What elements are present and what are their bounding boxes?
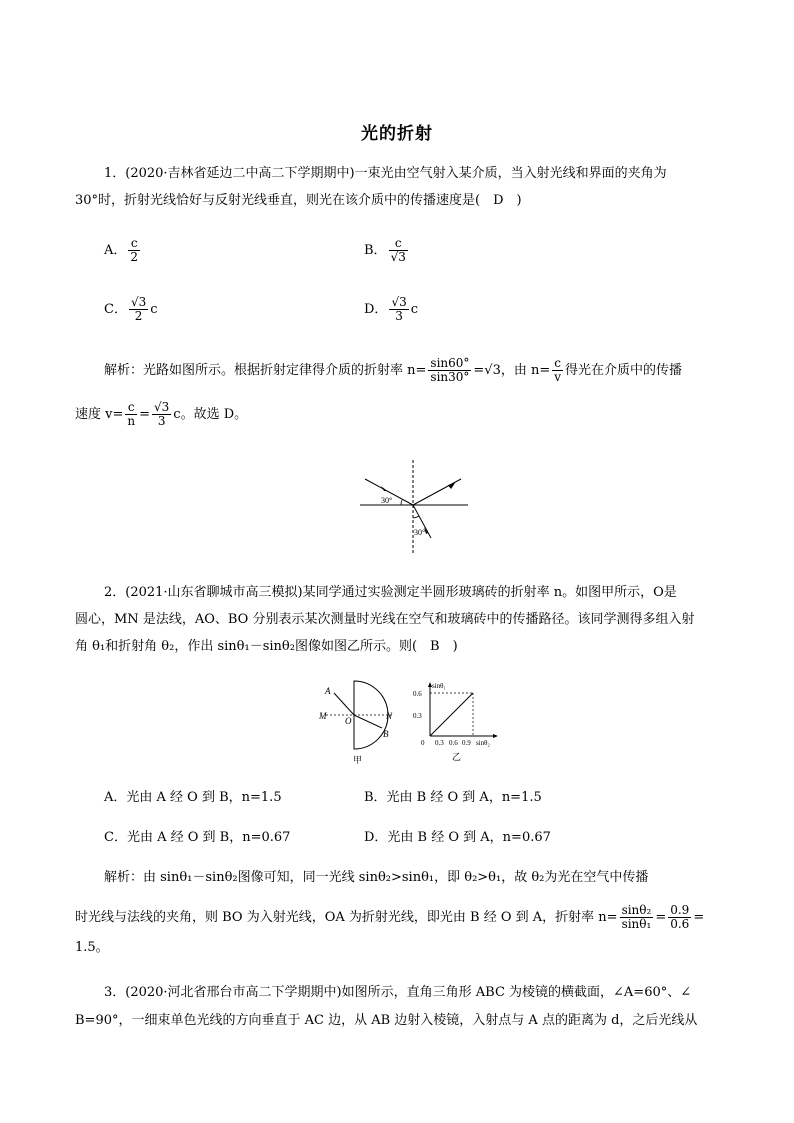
caption-jia: 甲 (353, 755, 363, 764)
label-b: B (383, 729, 389, 739)
tick-y-06: 0.6 (413, 690, 422, 698)
q2-stem-line3: 角 θ₁和折射角 θ₂，作出 sinθ₁－sinθ₂图像如图乙所示。则( B ) (75, 639, 458, 654)
q2-stem-line1: 2．(2021·山东省聊城市高三模拟)某同学通过实验测定半圆形玻璃砖的折射率 n。如图甲所示，O是 (104, 585, 677, 600)
angle-label-1: 30° (381, 496, 393, 505)
q2-option-b: B．光由 B 经 O 到 A，n=1.5 (364, 790, 542, 805)
tick-x-03: 0.3 (435, 739, 444, 747)
caption-yi: 乙 (452, 752, 462, 762)
q1-option-b: B． $\frac{c}{√3}$ (364, 236, 406, 264)
ray-ao (334, 693, 354, 715)
tick-y-03: 0.3 (413, 712, 422, 720)
q1-option-c: C． $\frac{√3}{2}$ c (104, 295, 158, 323)
q2-stem-line2: 圆心，MN 是法线，AO、BO 分别表示某次测量时光线在空气和玻璃砖中的传播路径。该同学测得多组入射 (75, 612, 695, 627)
ray-ob (354, 715, 382, 728)
q2-figure-yi (410, 678, 506, 764)
q2-option-d: D．光由 B 经 O 到 A，n=0.67 (364, 830, 551, 845)
angle-label-2: 30° (414, 528, 426, 537)
label-a: A (325, 686, 331, 696)
tick-x-06: 0.6 (449, 739, 458, 747)
tick-origin: 0 (421, 739, 425, 747)
y-label: sinθ₁ (432, 682, 446, 690)
reflected-ray (413, 479, 461, 505)
q1-stem-line2: 30°时，折射光线恰好与反射光线垂直，则光在该介质中的传播速度是( D ) (75, 193, 522, 208)
q1-solution-line2: 速度 v= $\frac{c}{n}$ = $\frac{√3}{3}$ c。故选 D。 (75, 400, 248, 428)
q1-solution-line1: 解析：光路如图所示。根据折射定律得介质的折射率 n= $\frac{\sin 60^\circ}{\sin 30^\circ}$ =√3，由 n= $\frac{c}{v}$ 得光在介质中的传播 (104, 356, 683, 384)
q2-figure-jia (316, 678, 400, 764)
q3-stem-line1: 3．(2020·河北省邢台市高二下学期期中)如图所示，直角三角形 ABC 为棱镜的横截面，∠A=60°、∠ (104, 985, 692, 1000)
q1-refraction-figure (355, 458, 475, 556)
x-label: sinθ₂ (476, 739, 490, 747)
q2-option-c: C．光由 A 经 O 到 B，n=0.67 (104, 830, 291, 845)
tick-x-09: 0.9 (462, 739, 471, 747)
q2-solution-line3: 1.5。 (75, 940, 109, 955)
data-line (430, 693, 473, 736)
q1-option-d: D． $\frac{√3}{3}$ c (364, 295, 418, 323)
q1-option-a: A． $\frac{c}{2}$ (104, 236, 139, 264)
page-title: 光的折射 (361, 124, 433, 144)
q2-solution-line1: 解析：由 sinθ₁－sinθ₂图像可知，同一光线 sinθ₂>sinθ₁，即 θ₂>θ₁，故 θ₂为光在空气中传播 (104, 870, 649, 885)
q2-solution-line2: 时光线与法线的夹角，则 BO 为入射光线，OA 为折射光线，即光由 B 经 O 到 A，折射率 n= $\frac{\text{sinθ₂}}{\text{sinθ₁}}$ = $\frac{0.9}{0.6}$ = (75, 903, 705, 931)
label-n: N (386, 711, 393, 721)
q3-stem-line2: B=90°，一细束单色光线的方向垂直于 AC 边，从 AB 边射入棱镜，入射点与 A 点的距离为 d，之后光线从 (75, 1013, 698, 1028)
label-o: O (345, 716, 352, 726)
label-m: M (319, 711, 327, 721)
q1-stem-line1: 1．(2020·吉林省延边二中高二下学期期中)一束光由空气射入某介质，当入射光线和界面的夹角为 (104, 166, 667, 181)
q2-option-a: A．光由 A 经 O 到 B，n=1.5 (104, 790, 282, 805)
